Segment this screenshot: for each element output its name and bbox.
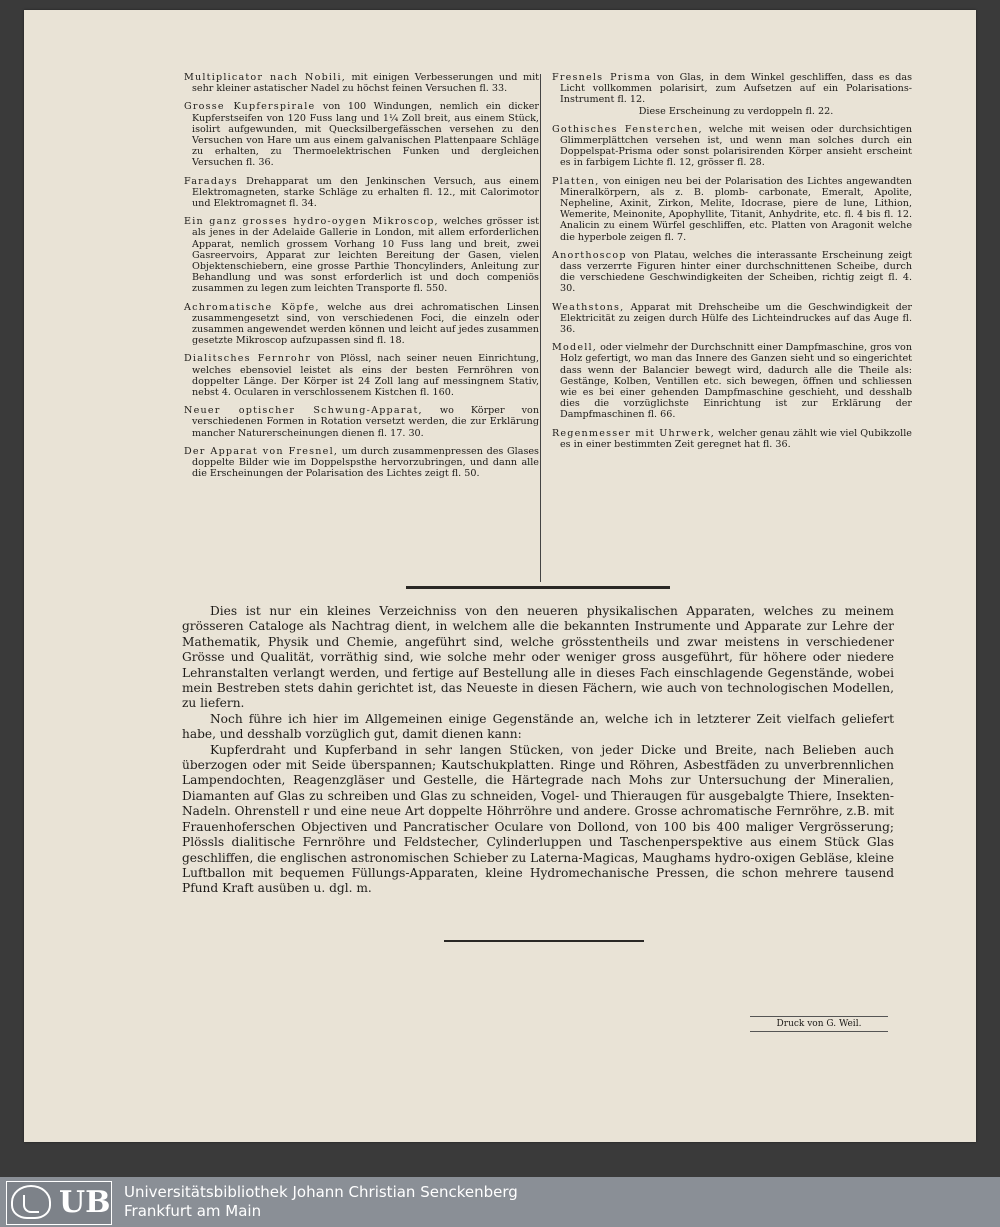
catalog-entry: Regenmesser mit Uhrwerk, welcher genau zählt wie viel Qubikzolle es in einer bestimmten Zeit geregnet hat fl. 36. xyxy=(552,427,912,450)
catalog-entry: Ein ganz grosses hydro-oygen Mikroscop, welches grösser ist als jenes in der Adelaide Gallerie in London, mit allem erforderlichen Apparat, nemlich grossem Vorhang 10 Fuss lang und breit, zwei Gasreervoirs, Apparat zur leichten Bereitung der Gasen, vielen Objektenschiebern, eine grosse Parthie Thoncylinders, Anleitung zur Behandlung und was sonst erforderlich ist und doch compeniös zusammen zu legen zum leichten Transporte fl. 550. xyxy=(184,216,539,295)
closing-divider-rule xyxy=(444,940,644,942)
section-divider-rule xyxy=(406,586,670,589)
catalog-entry: Modell, oder vielmehr der Durchschnitt einer Dampfmaschine, gros von Holz gefertigt, wo man das Innere des Ganzen sieht und so eingerichtet dass wenn der Balancier bewegt wird, dadurch alle die Theile als: Gestänge, Kolben, Ventillen etc. sich bewegen, öffnen und schliessen wie es bei einer gehenden Dampfmaschine geschieht, und desshalb dies die vorzüglichste Einrichtung ist zur Erklärung der Dampfmaschinen fl. 66. xyxy=(552,342,912,421)
catalog-entry: Weathstons, Apparat mit Drehscheibe um die Geschwindigkeit der Elektricität zu zeigen durch Hülfe des Lichteindruckes auf das Auge fl. 36. xyxy=(552,301,912,336)
catalog-entry: Multiplicator nach Nobili, mit einigen Verbesserungen und mit sehr kleiner astatischer Nadel zu höchst feinen Versuchen fl. 33. xyxy=(184,72,539,95)
document-page xyxy=(24,10,976,1142)
catalog-entry: Dialitsches Fernrohr von Plössl, nach seiner neuen Einrichtung, welches ebensoviel leistet als eins der besten Fernröhren von doppelter Länge. Der Körper ist 24 Zoll lang auf messingnem Stativ, nebst 4. Ocularen in verschlossenem Kistchen fl. 160. xyxy=(184,353,539,399)
notice-text xyxy=(182,604,894,897)
library-city: Frankfurt am Main xyxy=(124,1202,262,1220)
library-name: Universitätsbibliothek Johann Christian Senckenberg xyxy=(124,1183,518,1201)
catalog-entry: Achromatische Köpfe, welche aus drei achromatischen Linsen zusammengesetzt sind, von verschiedenen Foci, die einzeln oder zusammen angewendet werden können und leicht auf jedes zusammen gesetzte Mikroscop aufzupassen sind fl. 18. xyxy=(184,301,539,347)
notice-paragraph: Kupferdraht und Kupferband in sehr langen Stücken, von jeder Dicke und Breite, nach Belieben auch überzogen oder mit Seide überspannen; Kautschukplatten. Ringe und Röhren, Asbestfäden zu unverbrennlichen Lampendochten, Reagenzgläser und Gestelle, die Härtegrade nach Mohs zur Untersuchung der Mineralien, Diamanten auf Glas zu schreiben und Glas zu schneiden, Vogel- und Thieraugen für ausgebalgte Thiere, Insekten-Nadeln. Ohrenstell r und eine neue Art doppelte Höhrröhre und andere. Grosse achromatische Fernröhre, z.B. mit Frauenhoferschen Objectiven und Pancratischer Oculare von Dollond, von 100 bis 400 maliger Vergrösserung; Plössls dialitische Fernröhre und Feldstecher, Cylinderluppen und Taschenperspektive aus einem Stück Glas geschliffen, die englischen astronomischen Schieber zu Laterna-Magicas, Maughams hydro-oxigen Gebläse, kleine Luftballon mit bequemen Füllungs-Apparaten, kleine Hydromechanische Pressen, die schon mehrere tausend Pfund Kraft ausüben u. dgl. m. xyxy=(182,742,894,896)
catalog-entry: Neuer optischer Schwung-Apparat, wo Körper von verschiedenen Formen in Rotation versetzt werden, die zur Erklärung mancher Naturerscheinungen dienen fl. 17. 30. xyxy=(184,405,539,439)
logo-text: UB xyxy=(59,1185,111,1220)
senckenberg-portrait-icon xyxy=(11,1185,51,1219)
right-catalog-column xyxy=(552,72,912,457)
left-catalog-column xyxy=(184,72,539,487)
notice-paragraph: Dies ist nur ein kleines Verzeichniss von den neueren physikalischen Apparaten, welches zu meinem grösseren Cataloge als Nachtrag dient, in welchem alle die bekannten Instrumente und Apparate zur Lehre der Mathematik, Physik und Chemie, angeführt sind, welche grösstentheils und zwar meistens in verschiedener Grösse und Qualität, vorräthig sind, wie solche mehr oder weniger gross ausgeführt, für höhere oder niedere Lehranstalten verlangt werden, und fertige auf Bestellung alle in dieses Fach einschlagende Gegenstände, wobei mein Bestreben stets dahin gerichtet ist, das Neueste in diesen Fächern, wie auch von technologischen Modellen, zu liefern. xyxy=(182,604,894,711)
catalog-entry: Grosse Kupferspirale von 100 Windungen, nemlich ein dicker Kupferstseifen von 120 Fuss lang und 1¼ Zoll breit, aus einem Stück, isolirt aufgewunden, mit Quecksilbergefässchen versehen zu den Versuchen von Hare um aus einem galvanischen Plattenpaare Schläge zu erhalten, zu Thermoelektrischen Funken und dergleichen Versuchen fl. 36. xyxy=(184,101,540,169)
library-footer-bar xyxy=(0,1177,1000,1227)
catalog-entry: Faradays Drehapparat um den Jenkinschen Versuch, aus einem Elektromagneten, starke Schläge zu erhalten fl. 12., mit Calorimotor und Elektromagnet fl. 34. xyxy=(184,175,539,210)
catalog-entry: Fresnels Prisma von Glas, in dem Winkel geschliffen, dass es das Licht vollkommen polarisirt, zum Aufsetzen auf ein Polarisations-Instrument fl. 12. Diese Erscheinung zu verdoppeln fl. 22. xyxy=(552,72,913,117)
notice-paragraph: Noch führe ich hier im Allgemeinen einige Gegenstände an, welche ich in letzterer Zeit vielfach geliefert habe, und desshalb vorzüglich gut, damit dienen kann: xyxy=(182,711,894,742)
catalog-entry: Platten, von einigen neu bei der Polarisation des Lichtes angewandten Mineralkörpern, als z. B. plomb- carbonate, Emeralt, Apolite, Nepheline, Axinit, Zirkon, Melite, Idocrase, piere de lune, Lithion, Wemerite, Meinonite, Apophyllite, Titanit, Anhydrite, etc. fl. 4 bis fl. 12. Analicin zu einem Würfel geschliffen, etc. Platten von Aragonit welche die hyperbole zeigen fl. 7. xyxy=(552,175,912,243)
catalog-entry: Der Apparat von Fresnel, um durch zusammenpressen des Glases doppelte Bilder wie im Doppelspsthe hervorzubringen, und dann alle die Erscheinungen der Polarisation des Lichtes zeigt fl. 50. xyxy=(184,445,539,480)
library-logo xyxy=(6,1181,112,1225)
catalog-entry: Anorthoscop von Platau, welches die interassante Erscheinung zeigt dass verzerrte Figuren hinter einer durchschnittenen Scheibe, durch die verschiedene Geschwindigkeiten der Scheiben, richtig zeigt fl. 4. 30. xyxy=(552,249,912,295)
printer-imprint: Druck von G. Weil. xyxy=(750,1016,888,1032)
column-divider xyxy=(540,74,541,582)
catalog-entry: Gothisches Fensterchen, welche mit weisen oder durchsichtigen Glimmerplättchen versehen ist, und wenn man solches durch ein Doppelspat-Prisma oder sonst polarisirenden Körper ansieht erscheint es in farbigem Lichte fl. 12, grösser fl. 28. xyxy=(552,123,912,169)
